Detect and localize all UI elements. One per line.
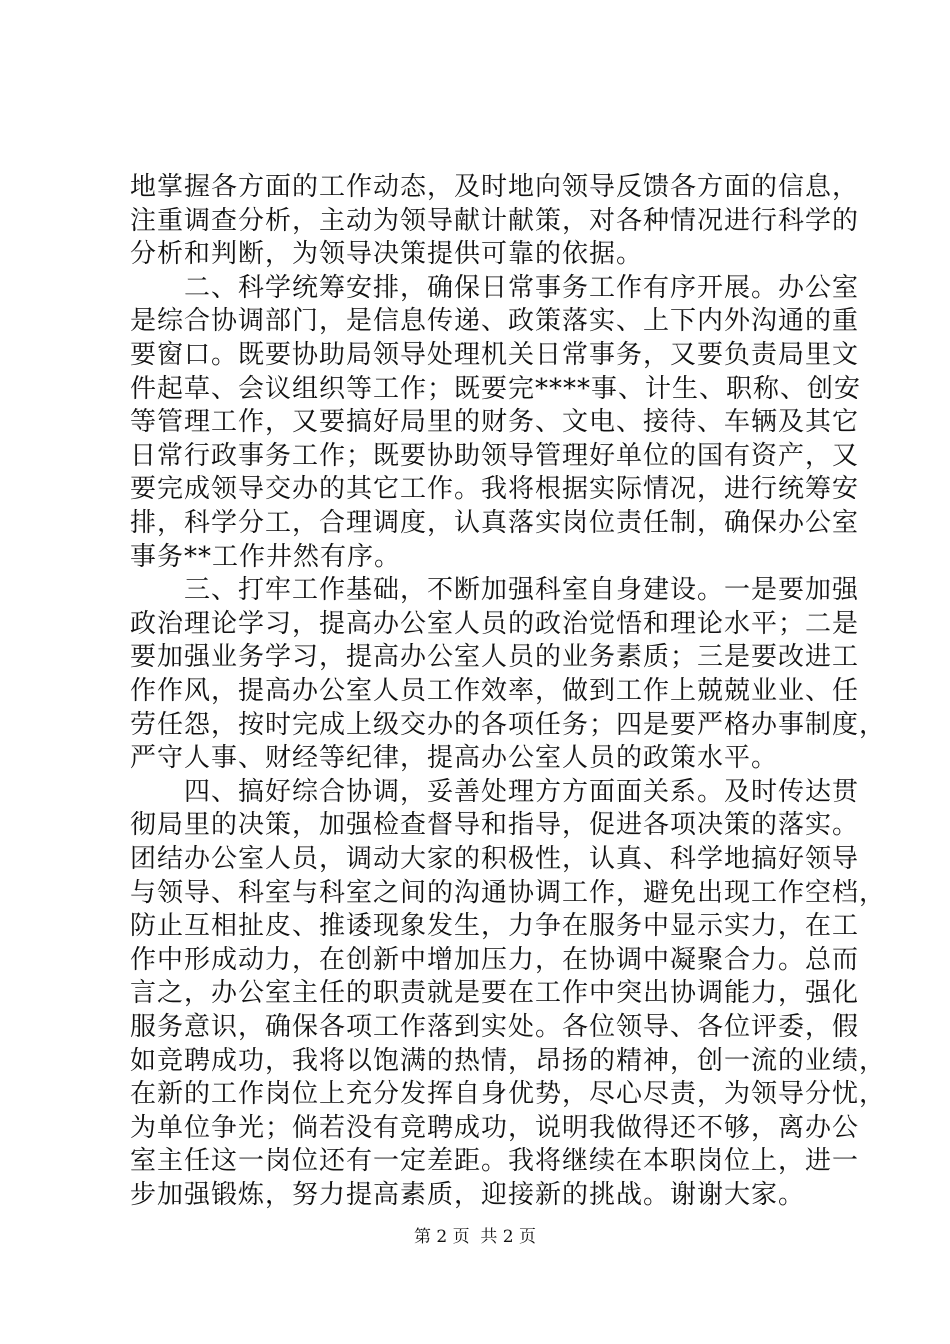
body-text-line: 是综合协调部门，是信息传递、政策落实、上下内外沟通的重 <box>130 306 860 337</box>
body-text-line: 等管理工作，又要搞好局里的财务、文电、接待、车辆及其它 <box>130 407 860 438</box>
body-text-line: 要加强业务学习，提高办公室人员的业务素质；三是要改进工 <box>130 642 860 673</box>
body-text-line: 团结办公室人员，调动大家的积极性，认真、科学地搞好领导 <box>130 844 860 874</box>
body-text-line: 件起草、会议组织等工作；既要完****事、计生、职称、创安 <box>130 373 862 404</box>
body-text-line: 政治理论学习，提高办公室人员的政治觉悟和理论水平；二是 <box>130 608 860 639</box>
body-text-line: 排，科学分工，合理调度，认真落实岗位责任制，确保办公室 <box>130 508 860 538</box>
body-text-line: 防止互相扯皮、推诿现象发生，力争在服务中显示实力，在工 <box>130 911 860 942</box>
body-text-line: 与领导、科室与科室之间的沟通协调工作，避免出现工作空档， <box>130 877 887 908</box>
body-text-line: 要窗口。既要协助局领导处理机关日常事务，又要负责局里文 <box>130 340 860 370</box>
body-text-line: 日常行政事务工作；既要协助领导管理好单位的国有资产，又 <box>130 440 860 471</box>
body-text-line: 作作风，提高办公室人员工作效率，做到工作上兢兢业业、任 <box>130 676 860 706</box>
body-text-line: 事务**工作井然有序。 <box>130 541 402 572</box>
section-heading-line: 四、搞好综合协调，妥善处理方方面面关系。及时传达贯 <box>130 776 860 807</box>
section-heading-line: 二、科学统筹安排，确保日常事务工作有序开展。办公室 <box>130 272 860 303</box>
body-text-line: 服务意识，确保各项工作落到实处。各位领导、各位评委，假 <box>130 1012 860 1042</box>
body-text-line: 在新的工作岗位上充分发挥自身优势，尽心尽责，为领导分忧， <box>130 1079 887 1110</box>
body-text-line: 劳任怨，按时完成上级交办的各项任务；四是要严格办事制度， <box>130 709 887 740</box>
body-text-line: 步加强锻炼，努力提高素质，迎接新的挑战。谢谢大家。 <box>130 1180 806 1210</box>
page-footer: 第 2 页 共 2 页 <box>413 1227 537 1247</box>
body-text-line: 室主任这一岗位还有一定差距。我将继续在本职岗位上，进一 <box>130 1146 860 1177</box>
body-text-line: 地掌握各方面的工作动态，及时地向领导反馈各方面的信息， <box>130 172 860 202</box>
body-text-line: 彻局里的决策，加强检查督导和指导，促进各项决策的落实。 <box>130 810 860 841</box>
body-text-line: 为单位争光；倘若没有竞聘成功，说明我做得还不够，离办公 <box>130 1112 860 1143</box>
body-text-line: 作中形成动力，在创新中增加压力，在协调中凝聚合力。总而 <box>130 944 860 975</box>
body-text-line: 分析和判断，为领导决策提供可靠的依据。 <box>130 239 644 270</box>
body-text-line: 注重调查分析，主动为领导献计献策，对各种情况进行科学的 <box>130 205 860 236</box>
body-text-line: 严守人事、财经等纪律，提高办公室人员的政策水平。 <box>130 743 779 774</box>
section-heading-line: 三、打牢工作基础，不断加强科室自身建设。一是要加强 <box>130 575 860 606</box>
body-text-line: 言之，办公室主任的职责就是要在工作中突出协调能力，强化 <box>130 978 860 1009</box>
body-text-line: 如竞聘成功，我将以饱满的热情，昂扬的精神，创一流的业绩， <box>130 1045 887 1076</box>
body-text-line: 要完成领导交办的其它工作。我将根据实际情况，进行统筹安 <box>130 474 860 505</box>
